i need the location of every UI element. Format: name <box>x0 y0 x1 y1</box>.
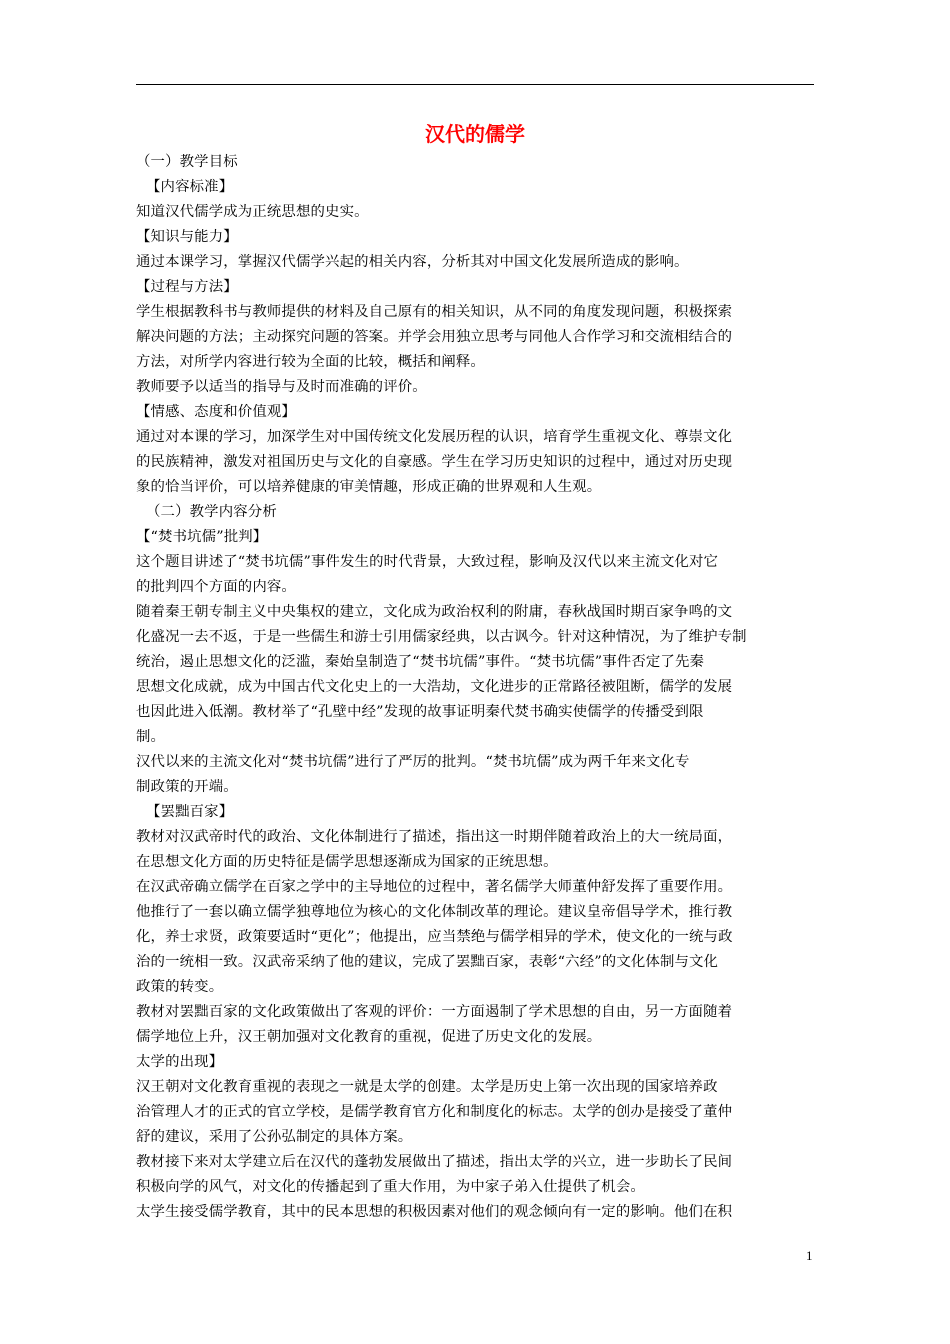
paragraph-line: 随着秦王朝专制主义中央集权的建立，文化成为政治权利的附庸，春秋战国时期百家争鸣的文 <box>136 604 733 620</box>
paragraph-line: 这个题目讲述了“焚书坑儒”事件发生的时代背景，大致过程，影响及汉代以来主流文化对它 <box>136 554 719 570</box>
paragraph-line: 汉王朝对文化教育重视的表现之一就是太学的创建。太学是历史上第一次出现的国家培养政 <box>136 1079 718 1095</box>
paragraph-line: 治的一统相一致。汉武帝采纳了他的建议，完成了罢黜百家，表彰“六经”的文化体制与文化 <box>136 954 719 970</box>
paragraph-line: 解决问题的方法；主动探究问题的答案。并学会用独立思考与同他人合作学习和交流相结合的 <box>136 329 733 345</box>
section-heading-content-analysis: （二）教学内容分析 <box>146 504 277 520</box>
paragraph-line: 制。 <box>136 729 166 745</box>
subheading-process-method: 【过程与方法】 <box>136 279 238 295</box>
paragraph-line: 的民族精神，激发对祖国历史与文化的自豪感。学生在学习历史知识的过程中，通过对历史现 <box>136 454 733 470</box>
paragraph-line: 方法，对所学内容进行较为全面的比较，概括和阐释。 <box>136 354 485 370</box>
subheading-emotion-values: 【情感、态度和价值观】 <box>136 404 296 420</box>
document-title: 汉代的儒学 <box>425 122 525 146</box>
subheading-knowledge-ability: 【知识与能力】 <box>136 229 238 245</box>
paragraph-line: 思想文化成就，成为中国古代文化史上的一大浩劫，文化进步的正常路径被阻断，儒学的发展 <box>136 679 733 695</box>
paragraph-line: 教材对罢黜百家的文化政策做出了客观的评价：一方面遏制了学术思想的自由，另一方面随着 <box>136 1004 733 1020</box>
paragraph-line: 象的恰当评价，可以培养健康的审美情趣，形成正确的世界观和人生观。 <box>136 479 602 495</box>
section-heading-objectives: （一）教学目标 <box>136 154 238 170</box>
paragraph-line: 统治，遏止思想文化的泛滥，秦始皇制造了“焚书坑儒”事件。“焚书坑儒”事件否定了先秦 <box>136 654 705 670</box>
paragraph-line: 教师要予以适当的指导与及时而准确的评价。 <box>136 379 427 395</box>
paragraph-line: 也因此进入低潮。教材举了“孔壁中经”发现的故事证明秦代焚书确实使儒学的传播受到限 <box>136 704 704 720</box>
subheading-dismiss-hundred-schools: 【罢黜百家】 <box>146 804 234 820</box>
paragraph-line: 化盛况一去不返，于是一些儒生和游士引用儒家经典，以古讽今。针对这种情况，为了维护专制 <box>136 629 747 645</box>
paragraph-line: 教材对汉武帝时代的政治、文化体制进行了描述，指出这一时期伴随着政治上的大一统局面， <box>136 829 733 845</box>
paragraph-line: 通过对本课的学习，加深学生对中国传统文化发展历程的认识，培育学生重视文化、尊崇文化 <box>136 429 733 445</box>
paragraph-line: 在思想文化方面的历史特征是儒学思想逐渐成为国家的正统思想。 <box>136 854 558 870</box>
document-body <box>136 150 816 1225</box>
paragraph-line: 化，养士求贤，政策要适时“更化”；他提出，应当禁绝与儒学相异的学术，使文化的一统与政 <box>136 929 733 945</box>
page-number: 1 <box>806 1248 813 1263</box>
paragraph-line: 知道汉代儒学成为正统思想的史实。 <box>136 204 369 220</box>
paragraph-line: 太学生接受儒学教育，其中的民本思想的积极因素对他们的观念倾向有一定的影响。他们在积 <box>136 1204 733 1220</box>
paragraph-line: 教材接下来对太学建立后在汉代的蓬勃发展做出了描述，指出太学的兴立，进一步助长了民间 <box>136 1154 733 1170</box>
paragraph-line: 他推行了一套以确立儒学独尊地位为核心的文化体制改革的理论。建议皇帝倡导学术，推行教 <box>136 904 733 920</box>
paragraph-line: 学生根据教科书与教师提供的材料及自己原有的相关知识，从不同的角度发现问题，积极探索 <box>136 304 733 320</box>
subheading-content-standard: 【内容标准】 <box>146 179 234 195</box>
paragraph-line: 汉代以来的主流文化对“焚书坑儒”进行了严厉的批判。“焚书坑儒”成为两千年来文化专 <box>136 754 690 770</box>
paragraph-line: 积极向学的风气，对文化的传播起到了重大作用，为中家子弟入仕提供了机会。 <box>136 1179 645 1195</box>
paragraph-line: 政策的转变。 <box>136 979 224 995</box>
paragraph-line: 通过本课学习，掌握汉代儒学兴起的相关内容，分析其对中国文化发展所造成的影响。 <box>136 254 689 270</box>
paragraph-line: 舒的建议，采用了公孙弘制定的具体方案。 <box>136 1129 413 1145</box>
subheading-imperial-academy: 太学的出现】 <box>136 1054 224 1070</box>
paragraph-line: 制政策的开端。 <box>136 779 238 795</box>
paragraph-line: 在汉武帝确立儒学在百家之学中的主导地位的过程中，著名儒学大师董仲舒发挥了重要作用。 <box>136 879 733 895</box>
header-rule <box>136 84 814 85</box>
subheading-book-burning: 【“焚书坑儒”批判】 <box>136 529 268 545</box>
paragraph-line: 儒学地位上升，汉王朝加强对文化教育的重视，促进了历史文化的发展。 <box>136 1029 602 1045</box>
paragraph-line: 治管理人才的正式的官立学校，是儒学教育官方化和制度化的标志。太学的创办是接受了董仲 <box>136 1104 733 1120</box>
paragraph-line: 的批判四个方面的内容。 <box>136 579 296 595</box>
